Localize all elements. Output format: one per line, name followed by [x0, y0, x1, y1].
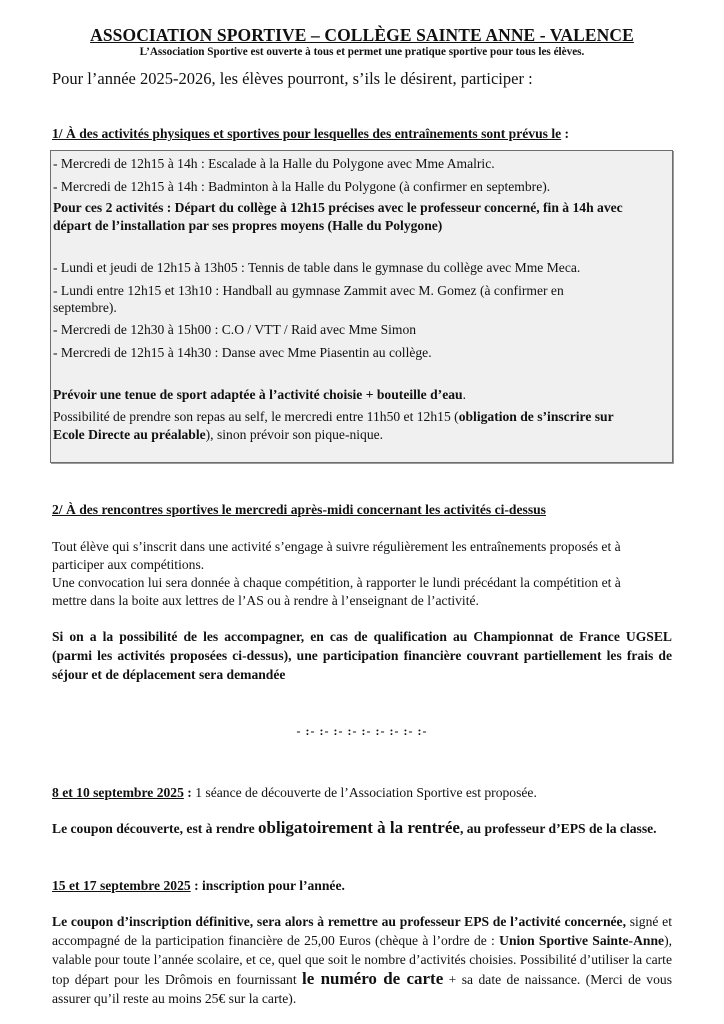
section1-heading — [52, 126, 569, 142]
activity-badminton: - Mercredi de 12h15 à 14h : Badminton à la Halle du Polygone (à confirmer en septembre). — [53, 179, 551, 194]
activity-danse: - Mercredi de 12h15 à 14h30 : Danse avec Mme Piasentin au collège. — [53, 345, 432, 360]
commitment-line4: mettre dans la boite aux lettres de l’AS ou à rendre à l’enseignant de l’activité. — [52, 593, 479, 608]
intro-text: Pour l’année 2025-2026, les élèves pourront, s’ils le désirent, participer : — [52, 69, 533, 88]
ugsel-note: Si on a la possibilité de les accompagner, en cas de qualification au Championnat de France UGSEL (parmi les activités proposées ci-dessus), une participation financière couvrant partiellement les frais de séjour et de déplacement sera demandée — [52, 629, 672, 682]
commitment-line1: Tout élève qui s’inscrit dans une activité s’engage à suivre régulièrement les entraînements proposés et à — [52, 539, 621, 554]
activity-escalade: - Mercredi de 12h15 à 14h : Escalade à la Halle du Polygone avec Mme Amalric. — [53, 156, 495, 171]
registration-coupon — [52, 912, 672, 1008]
registration-coupon-bold: Le coupon d’inscription définitive, sera alors à remettre au professeur EPS de l’activité concernée, — [52, 914, 626, 929]
meal-note-bold-2: Ecole Directe au préalable — [53, 427, 206, 442]
commitment-line2: participer aux compétitions. — [52, 557, 205, 572]
meal-note-text: Possibilité de prendre son repas au self, le mercredi entre 11h50 et 12h15 ( — [53, 409, 459, 424]
registration-date: 15 et 17 septembre 2025 — [52, 878, 191, 893]
discovery-date: 8 et 10 septembre 2025 — [52, 785, 184, 800]
activity-handball-cont: septembre). — [53, 300, 117, 315]
section2-heading: 2/ À des rencontres sportives le mercredi après-midi concernant les activités ci-dessus — [52, 502, 546, 517]
discovery-date-suffix: : — [183, 785, 192, 800]
activity-handball: - Lundi entre 12h15 et 13h10 : Handball au gymnase Zammit avec M. Gomez (à confirmer en — [53, 283, 564, 298]
card-text2: + sa date de naissance. (Merci de vous assurer qu’il reste au moins 25€ sur la carte). — [52, 972, 672, 1006]
card-number-emphasis: le numéro de carte — [302, 969, 444, 988]
separator: - :- :- :- :- :- :- :- :- :- — [296, 724, 428, 738]
registration-text: : inscription pour l’année. — [190, 878, 345, 893]
discovery-text: 1 séance de découverte de l’Association Sportive est proposée. — [191, 785, 537, 800]
commitment-line3: Une convocation lui sera donnée à chaque compétition, à rapporter le lundi précédant la compétition et à — [52, 575, 621, 590]
activity-tennis-de-table: - Lundi et jeudi de 12h15 à 13h05 : Tennis de table dans le gymnase du collège avec Mme Meca. — [53, 260, 581, 275]
note-two-activities-line2: départ de l’installation par ses propres moyens (Halle du Polygone) — [53, 218, 443, 233]
discovery-session — [52, 784, 537, 802]
activity-co-vtt-raid: - Mercredi de 12h30 à 15h00 : C.O / VTT / Raid avec Mme Simon — [53, 322, 417, 337]
note-two-activities-line1: Pour ces 2 activités : Départ du collège à 12h15 précises avec le professeur concerné, fin à 14h avec — [53, 200, 623, 215]
meal-note-end: ), sinon prévoir son pique-nique. — [205, 427, 384, 442]
discovery-coupon-start: Le coupon découverte, est à rendre — [52, 821, 259, 836]
equipment-note — [53, 386, 466, 404]
document-subtitle: L’Association Sportive est ouverte à tous et permet une pratique sportive pour tous les élèves. — [139, 46, 585, 58]
discovery-coupon-end: , au professeur d’EPS de la classe. — [459, 821, 657, 836]
payee: Union Sportive Sainte-Anne — [499, 933, 665, 948]
registration-date-line — [52, 877, 345, 895]
section1-heading-text: 1/ À des activités physiques et sportives pour lesquelles des entraînements sont prévus le — [52, 126, 562, 141]
meal-note-line1 — [53, 408, 614, 426]
card-text: Possibilité d’utiliser la carte top départ pour les Drômois en fournissant — [52, 952, 672, 987]
meal-note-line2 — [53, 426, 383, 444]
registration-coupon-text: signé et accompagné de la participation financière de 25,00 Euros (chèque à l’ordre de : — [52, 914, 672, 948]
document-title: ASSOCIATION SPORTIVE – COLLÈGE SAINTE ANNE - VALENCE — [90, 25, 634, 45]
equipment-note-bold: Prévoir une tenue de sport adaptée à l’activité choisie + bouteille d’eau — [53, 387, 463, 402]
discovery-coupon-emphasis: obligatoirement à la rentrée — [258, 818, 460, 837]
section1-heading-suffix: : — [561, 126, 570, 141]
registration-coupon-text2: ), valable pour toute l’année scolaire, et ce, quel que soit le nombre d’activités choisies. — [52, 933, 672, 967]
equipment-note-end: . — [462, 387, 466, 402]
meal-note-bold-1: obligation de s’inscrire sur — [458, 409, 614, 424]
discovery-coupon — [52, 818, 672, 839]
